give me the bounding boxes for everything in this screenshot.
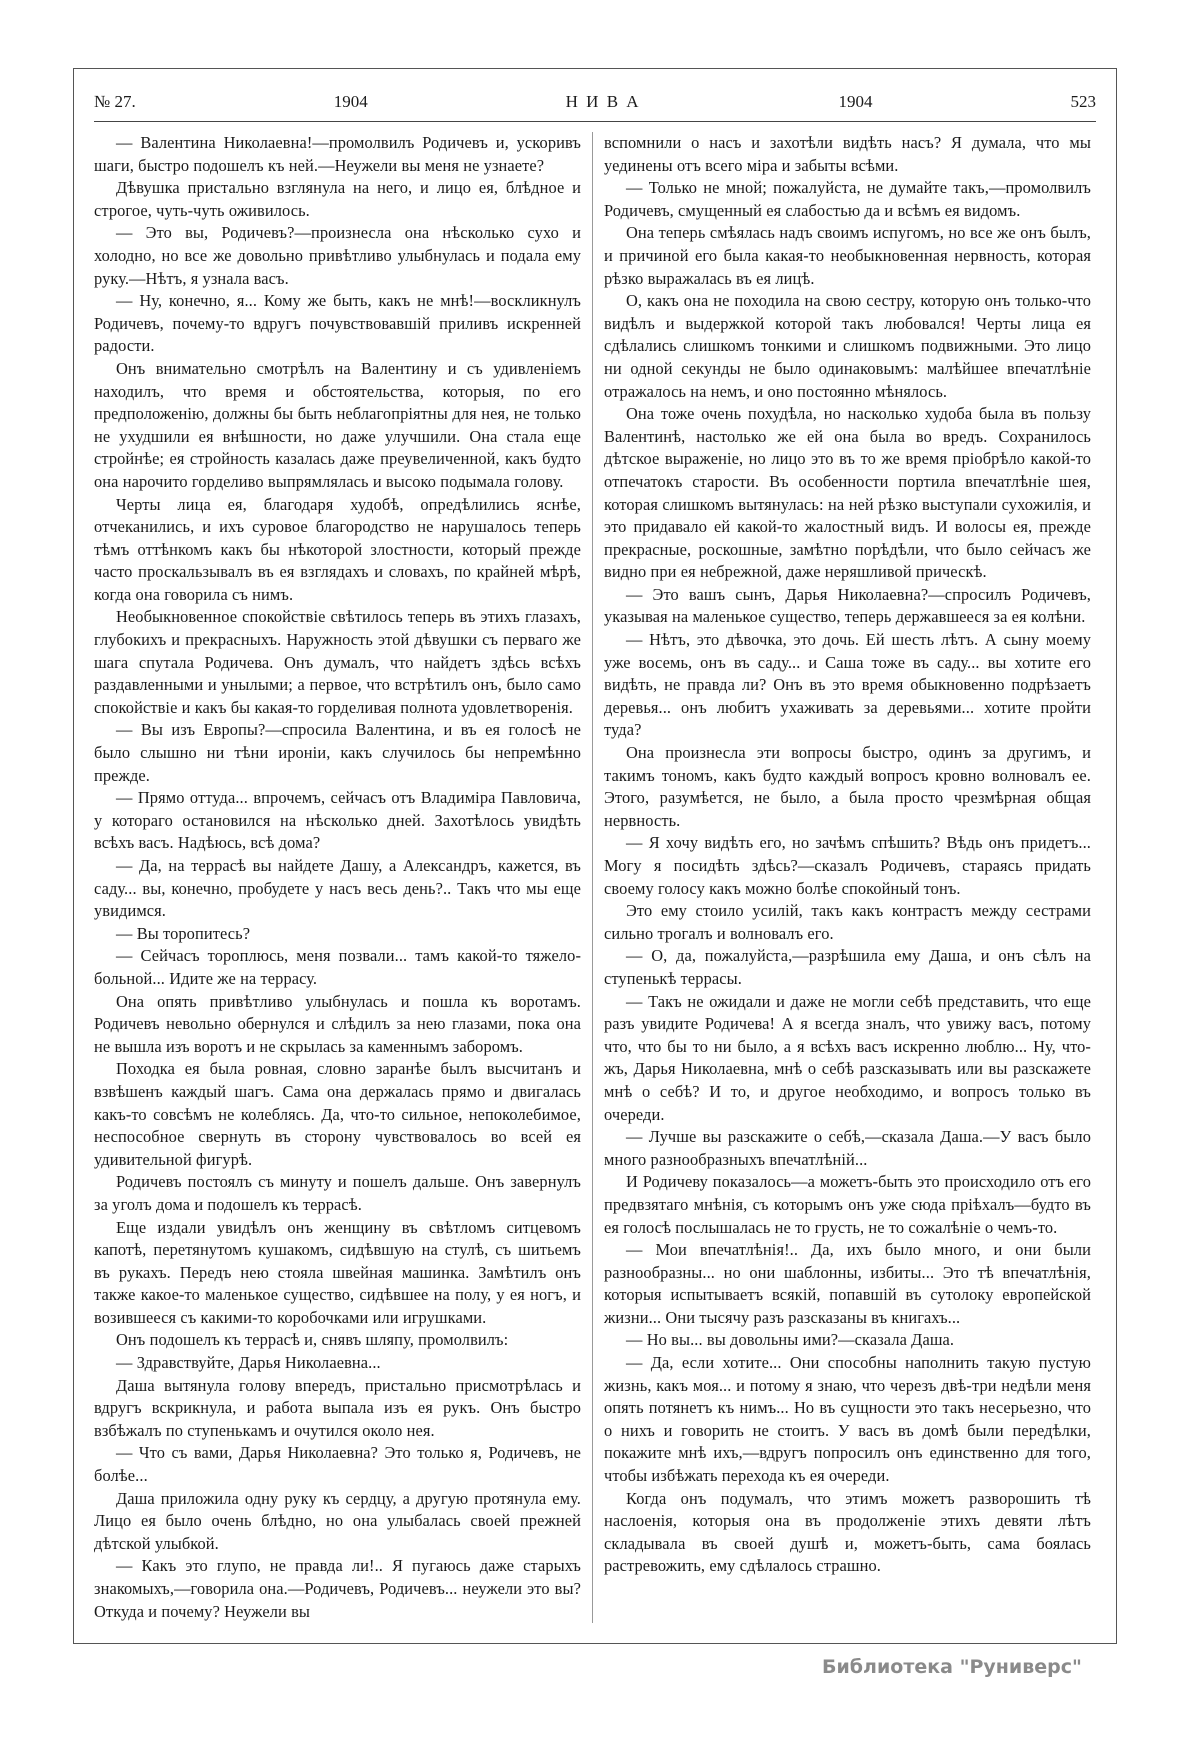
- paragraph: — Какъ это глупо, не правда ли!.. Я пугаюсь даже старыхъ знакомыхъ,—говорила она.—Родичевъ, Родичевъ... неужели это вы? Откуда и почему? Неужели вы: [94, 1556, 581, 1621]
- paragraph: — Это вы, Родичевъ?—произнесла она нѣсколько сухо и холодно, но все же довольно привѣтливо улыбнулась и подала ему руку.—Нѣтъ, я узнала васъ.: [94, 223, 581, 288]
- paragraph: Она теперь смѣялась надъ своимъ испугомъ, но все же онъ былъ, и причиной его была какая-то необыкновенная нервность, которая рѣзко выражалась въ ея лицѣ.: [604, 223, 1091, 288]
- paragraph: Она опять привѣтливо улыбнулась и пошла къ воротамъ. Родичевъ невольно обернулся и слѣдилъ за нею глазами, пока она не вышла изъ воротъ и не скрылась за каменнымъ заборомъ.: [94, 991, 581, 1056]
- right-column: [604, 132, 1091, 1578]
- paragraph: — Мои впечатлѣнія!.. Да, ихъ было много, и они были разнообразны... но они шаблонны, избиты... Это тѣ впечатлѣнія, которыя испытываетъ всякій, попавшій въ сутолоку европейской жизни... Они тысячу разъ разсказаны въ книгахъ...: [604, 1240, 1091, 1327]
- year-left: 1904: [333, 92, 368, 111]
- paragraph: — О, да, пожалуйста,—разрѣшила ему Даша, и онъ сѣлъ на ступенькѣ террасы.: [604, 946, 1091, 988]
- paragraph: — Да, на террасѣ вы найдете Дашу, а Александръ, кажется, въ саду... вы, конечно, пробудете у насъ весь день?.. Такъ что мы еще увидимся.: [94, 856, 581, 921]
- paragraph: Это ему стоило усилій, такъ какъ контрастъ между сестрами сильно трогалъ и волновалъ его.: [604, 901, 1091, 943]
- paragraph: И Родичеву показалось—а можетъ-быть это происходило отъ его предвзятаго мнѣнія, съ которымъ онъ уже сюда пріѣхалъ—будто въ ея голосѣ послышалась не то грусть, не то сожалѣніе о чемъ-то.: [604, 1172, 1091, 1237]
- paragraph: Она тоже очень похудѣла, но насколько худоба была въ пользу Валентинѣ, настолько же ей она была во вредъ. Сохранилось дѣтское выраженіе, но лицо это въ то же время пріобрѣло какой-то отпечатокъ старости. Въ особенности портила впечатлѣніе шея, которая слишкомъ вытянулась: на ней рѣзко выступали сухожилія, и это придавало ей какой-то жалостный видъ. И волосы ея, прежде прекрасные, роскошные, замѣтно порѣдѣли, что было сейчасъ же видно при ея небрежной, даже неряшливой прическѣ.: [604, 404, 1091, 582]
- running-header: [94, 87, 1096, 117]
- magazine-title: Н И В А: [565, 92, 641, 111]
- paragraph: Дѣвушка пристально взглянула на него, и лицо ея, блѣдное и строгое, чуть-чуть оживилось.: [94, 178, 581, 220]
- paragraph: Походка ея была ровная, словно заранѣе былъ высчитанъ и взвѣшенъ каждый шагъ. Сама она держалась прямо и двигалась какъ-то совсѣмъ не колеблясь. Да, что-то сильное, непоколебимое, неспособное свернуть въ сторону чувствовалось во всей ея удивительной фигурѣ.: [94, 1059, 581, 1169]
- paragraph: — Да, если хотите... Они способны наполнить такую пустую жизнь, какъ моя... и потому я знаю, что черезъ двѣ-три недѣли меня опять потянетъ къ нимъ... Но въ сущности это такъ несерьезно, что о нихъ и говорить не стоитъ. У васъ въ домѣ были передѣлки, покажите мнѣ ихъ,—вдругъ попросилъ онъ единственно для того, чтобы избѣжать перехода къ ея очереди.: [604, 1353, 1091, 1486]
- left-column: [94, 132, 581, 1623]
- paragraph: — Что съ вами, Дарья Николаевна? Это только я, Родичевъ, не болѣе...: [94, 1443, 581, 1486]
- paragraph: Когда онъ подумалъ, что этимъ можетъ разворошить тѣ наслоенія, которыя она въ продолженіе этихъ девяти лѣтъ складывала въ своей душѣ и, можетъ-быть, сама боялась растревожить, ему сдѣлалось страшно.: [604, 1488, 1091, 1576]
- year-right: 1904: [838, 92, 873, 111]
- paragraph: — Здравствуйте, Дарья Николаевна...: [116, 1353, 381, 1373]
- paragraph: Необыкновенное спокойствіе свѣтилось теперь въ этихъ глазахъ, глубокихъ и прекрасныхъ. Наружность этой дѣвушки съ перваго же шага спутала Родичева. Онъ думалъ, что найдетъ здѣсь всѣхъ раздавленными и унылыми; а первое, что встрѣтилъ онъ, было само спокойствіе и какъ бы какая-то горделивая полнота удовлетворенія.: [94, 607, 581, 717]
- paragraph: — Валентина Николаевна!—промолвилъ Родичевъ и, ускоривъ шаги, быстро подошелъ къ ней.—Неужели вы меня не узнаете?: [94, 133, 581, 175]
- paragraph: — Нѣтъ, это дѣвочка, это дочь. Ей шесть лѣтъ. А сыну моему уже восемь, онъ въ саду... и Саша тоже въ саду... вы хотите его видѣть, не правда ли? Онъ въ это время обыкновенно подрѣзаетъ деревья... онъ любитъ ухаживать за деревьями... хотите пройти туда?: [604, 630, 1091, 740]
- paragraph: Она произнесла эти вопросы быстро, одинъ за другимъ, и такимъ тономъ, какъ будто каждый вопросъ кровно волновалъ ее. Этого, разумѣется, не было, а была просто чрезмѣрная общая нервность.: [604, 743, 1091, 830]
- paragraph: — Такъ не ожидали и даже не могли себѣ представить, что еще разъ увидите Родичева! А я всегда зналъ, что увижу васъ, потому что, что бы то ни было, а я всѣхъ васъ искренно люблю... Ну, что-жъ, Дарья Николаевна, мнѣ о себѣ разсказывать или вы разскажете мнѣ о себѣ? И то, и другое необходимо, и вопросъ только въ очереди.: [604, 991, 1091, 1124]
- paragraph: — Лучше вы разскажите о себѣ,—сказала Даша.—У васъ было много разнообразныхъ впечатлѣній...: [604, 1127, 1091, 1169]
- paragraph: Родичевъ постоялъ съ минуту и пошелъ дальше. Онъ завернулъ за уголъ дома и подошелъ къ террасѣ.: [94, 1172, 581, 1214]
- column-divider: [592, 132, 593, 1623]
- issue-number: № 27.: [94, 92, 136, 111]
- paragraph: Еще издали увидѣлъ онъ женщину въ свѣтломъ ситцевомъ капотѣ, перетянутомъ кушакомъ, сидѣвшую на стулѣ, съ шитьемъ въ рукахъ. Передъ нею стояла швейная машинка. Замѣтилъ онъ также какое-то маленькое существо, сидѣвшее на полу, у ея ногъ, и возившееся съ какими-то коробочками или игрушками.: [94, 1217, 581, 1327]
- header-rule: [94, 121, 1096, 122]
- paragraph: — Ну, конечно, я... Кому же быть, какъ не мнѣ!—воскликнулъ Родичевъ, почему-то вдругъ почувствовавшій приливъ искренней радости.: [94, 291, 581, 356]
- paragraph: Даша приложила одну руку къ сердцу, а другую протянула ему. Лицо ея было очень блѣдно, но она улыбалась своей прежней дѣтской улыбкой.: [94, 1488, 581, 1553]
- columns: [94, 132, 1096, 1623]
- library-watermark: Библиотека "Руниверс": [822, 1656, 1082, 1679]
- paragraph: — Вы изъ Европы?—спросила Валентина, и въ ея голосѣ не было слышно ни тѣни ироніи, какъ случилось бы непремѣнно прежде.: [94, 720, 581, 785]
- paragraph: — Прямо оттуда... впрочемъ, сейчасъ отъ Владиміра Павловича, у котораго остановился на нѣсколько дней. Захотѣлось увидѣть всѣхъ васъ. Надѣюсь, всѣ дома?: [94, 788, 581, 853]
- paragraph: вспомнили о насъ и захотѣли видѣть насъ? Я думала, что мы уединены отъ всего міра и забыты всѣми.: [604, 133, 1091, 175]
- paragraph: — Это вашъ сынъ, Дарья Николаевна?—спросилъ Родичевъ, указывая на маленькое существо, теперь державшееся за ея колѣни.: [604, 584, 1091, 627]
- page-frame: [73, 68, 1117, 1644]
- paragraph: — Но вы... вы довольны ими?—сказала Даша.: [626, 1330, 955, 1350]
- page-number: 523: [1070, 92, 1096, 111]
- paragraph: Онъ внимательно смотрѣлъ на Валентину и съ удивленіемъ находилъ, что время и обстоятельства, которыя, по его предположенію, должны бы быть неблагопріятны для нея, не только не ухудшили ея внѣшности, но даже улучшили. Она стала еще стройнѣе; ея стройность казалась даже преувеличенной, какъ будто она нарочито горделиво выпрямлялась и высоко подымала голову.: [94, 358, 581, 491]
- paragraph: Онъ подошелъ къ террасѣ и, снявъ шляпу, промолвилъ:: [116, 1330, 509, 1350]
- paragraph: Даша вытянула голову впередъ, пристально присмотрѣлась и вдругъ вскрикнула, и работа выпала изъ ея рукъ. Онъ быстро взбѣжалъ по ступенькамъ и очутился около нея.: [94, 1375, 581, 1440]
- paragraph: О, какъ она не походила на свою сестру, которую онъ только-что видѣлъ и выдержкой которой такъ любовался! Черты лица ея сдѣлались слишкомъ тонкими и слишкомъ подвижными. Это лицо ни одной секунды не было одинаковымъ: малѣйшее впечатлѣніе отражалось на немъ, и оно постоянно мѣнялось.: [604, 291, 1091, 401]
- paragraph: — Только не мной; пожалуйста, не думайте такъ,—промолвилъ Родичевъ, смущенный ея слабостью да и всѣмъ ея видомъ.: [604, 178, 1091, 220]
- paragraph: — Сейчасъ тороплюсь, меня позвали... тамъ какой-то тяжело-больной... Идите же на террасу.: [94, 946, 581, 988]
- paragraph: — Я хочу видѣть его, но зачѣмъ спѣшить? Вѣдь онъ придетъ... Могу я посидѣть здѣсь?—сказалъ Родичевъ, стараясь придать своему голосу какъ можно болѣе спокойный тонъ.: [604, 833, 1091, 898]
- paragraph: Черты лица ея, благодаря худобѣ, опредѣлились яснѣе, отчеканились, и ихъ суровое благородство не нарушалось теперь тѣмъ оттѣнкомъ какъ бы нѣкоторой злостности, который прежде часто проскальзывалъ въ ея взглядахъ и словахъ, по крайней мѣрѣ, когда она говорила съ нимъ.: [94, 494, 581, 604]
- paragraph: — Вы торопитесь?: [116, 923, 251, 943]
